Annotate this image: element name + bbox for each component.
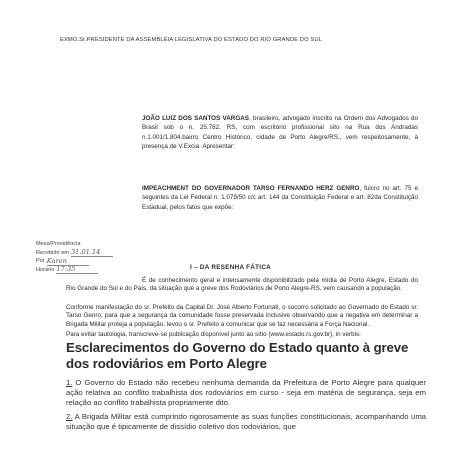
quote-item-1-text: O Governo do Estado não recebeu nenhuma demanda da Prefeitura de Porto Alegre para qualquer ação relativa ao conflito trabalhista dos rodoviários em curso - seja em matéria de segurança, seja em relação ao conflito trabalhista propriamente dito. [66, 378, 426, 407]
paragraph-3: Para evitar tautologia, transcreve-se publicação disponível junto ao sítio (www.estado.rs.gov.br), in verbis: [66, 331, 361, 338]
impeachment-text: , fulcro no art. 75 e seguintes da Lei Federal n. 1.079/50 c/c art. 144 da Constituição Federal e art. 82da Constituição Estadual, pelos fatos que expõe: [142, 185, 418, 211]
addressee-line: EXMO.Sr.PRESIDENTE DA ASSEMBLÉIA LEGISLATIVA DO ESTADO DO RIO GRANDE DO SUL [60, 37, 322, 43]
stamp-by-label: Por [36, 258, 45, 265]
petitioner-name: JOÃO LUIZ DOS SANTOS VARGAS [142, 115, 249, 122]
stamp-by-signature: Karen [47, 258, 89, 266]
quoted-headline: Esclarecimentos do Governo do Estado quanto à greve dos rodoviários em Porto Alegre [66, 340, 409, 372]
impeachment-paragraph [142, 184, 418, 212]
stamp-time-value: 17:35 [56, 266, 98, 274]
section-title: I – DA RESENHA FÁTICA [189, 264, 272, 271]
quote-item-2 [66, 412, 426, 432]
stamp-time-label: Horário [36, 266, 55, 273]
petitioner-paragraph [142, 114, 418, 152]
stamp-received-label: Recebido em [36, 249, 69, 256]
stamp-office: Mesa/Presidência [36, 241, 81, 247]
quote-item-1-number: 1. [66, 378, 73, 387]
petitioner-text: , brasileiro, advogado inscrito na Ordem dos Advogados do Brasil sob o n. 25.782, RS, com escritório profissional sito na Rua dos Andradas n.1.001/1.804.bairro Centro Histórico, cidade de Porto Alegre/RS., vem respeitosamente, à presença de V.Excia. Apresentar: [142, 115, 419, 151]
paragraph-2: Conforme manifestação do sr. Prefeito da Capital Dr. José Alberto Fortunati, o socorro solicitado ao Governado do Estado sr. Tarso Genro, para que a segurança da comunidade fosse preservada inclusive observando que a negativa em determinar a Brigada Militar proteja a população, levou o sr. Prefeito a comunicar que se faz necessária a Força Nacional. [66, 304, 418, 328]
quote-item-2-text: A Brigada Militar está cumprindo rigorosamente as suas funções constitucionais, acompanhando uma situação que é tipicamente de dissídio coletivo dos rodoviários, que [66, 412, 426, 431]
stamp-received-date: 31.01.14 [71, 249, 113, 257]
quote-item-2-number: 2. [66, 412, 73, 421]
impeachment-title: IMPEACHMENT DO GOVERNADOR TARSO FERNANDO HERZ GENRO [142, 185, 360, 192]
quote-item-1 [66, 378, 426, 407]
paragraph-1: É de conhecimento geral e intensamente disponibilizado pela mídia de Porto Alegre, Estado do Rio Grande do Sul e do País, da situação que a greve dos Rodoviários de Porto Alegre-RS, vem causando a população. [66, 277, 418, 293]
